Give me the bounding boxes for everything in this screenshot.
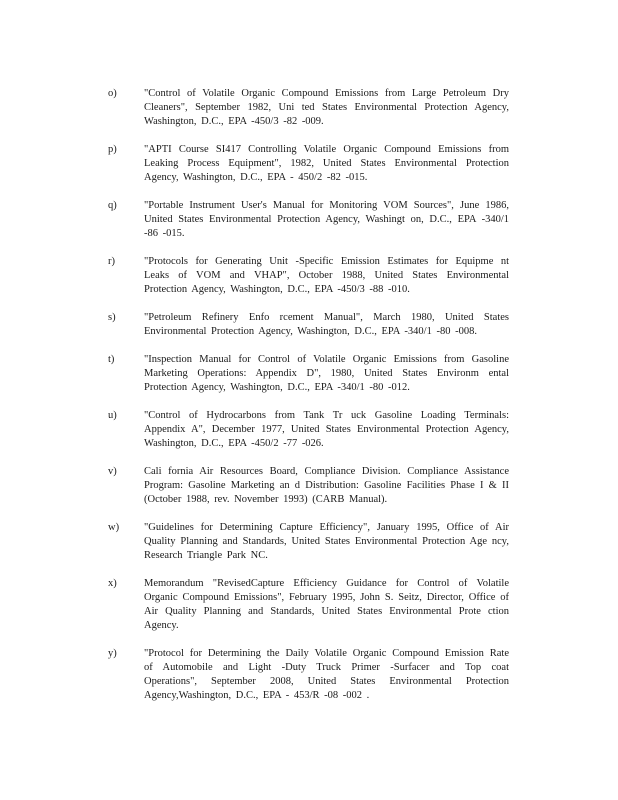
reference-text: "Protocols for Generating Unit -Specific Emission Estimates for Equipme nt Leaks of VOM and VHAP", October 1988, United States Environmental Protection Agency, Washington, D.C., EPA -450/3 -88 -010. [144,256,509,295]
reference-text: "Control of Hydrocarbons from Tank Tr uck Gasoline Loading Terminals: Appendix A", December 1977, United States Environmental Protection Agency, Washington, D.C., EPA -450/2 -77 -026. [144,410,509,449]
reference-label: o) [108,88,117,99]
reference-text: "APTI Course SI417 Controlling Volatile Organic Compound Emissions from Leaking Process Equipment", 1982, United States Environmental Protection Agency, Washington, D.C., EPA - 450/2 -82 -015. [144,144,509,183]
reference-item-s [108,311,518,339]
reference-label: u) [108,410,117,421]
reference-label: r) [108,256,115,267]
reference-text: "Portable Instrument User's Manual for Monitoring VOM Sources", June 1986, United States Environmental Protection Agency, Washingt on, D.C., EPA -340/1 -86 -015. [144,200,509,239]
reference-text: "Protocol for Determining the Daily Volatile Organic Compound Emission Rate of Automobile and Light -Duty Truck Primer -Surfacer and Top coat Operations", September 2008, United States Environmental Protection Agency,Washington, D.C., EPA - 453/R -08 -002 . [144,648,509,701]
reference-text: "Petroleum Refinery Enfo rcement Manual", March 1980, United States Environmental Protection Agency, Washington, D.C., EPA -340/1 -80 -008. [144,312,509,337]
reference-item-v [108,465,518,507]
reference-label: t) [108,354,115,365]
reference-label: x) [108,578,117,589]
reference-text: "Guidelines for Determining Capture Efficiency", January 1995, Office of Air Quality Planning and Standards, United States Environmental Protection Age ncy, Research Triangle Park NC. [144,522,509,561]
reference-item-o [108,87,518,129]
reference-item-x [108,577,518,633]
reference-label: v) [108,466,117,477]
reference-item-p [108,143,518,185]
reference-label: p) [108,144,117,155]
reference-item-u [108,409,518,451]
reference-item-r [108,255,518,297]
reference-text: "Control of Volatile Organic Compound Emissions from Large Petroleum Dry Cleaners", September 1982, Uni ted States Environmental Protection Agency, Washington, D.C., EPA -450/3 -82 -009. [144,88,509,127]
reference-text: Cali fornia Air Resources Board, Compliance Division. Compliance Assistance Program: Gasoline Marketing an d Distribution: Gasoline Facilities Phase I & II (October 1988, rev. November 1993) (CARB Manual). [144,466,509,505]
reference-label: y) [108,648,117,659]
reference-label: q) [108,200,117,211]
reference-list [108,87,518,703]
reference-text: Memorandum "RevisedCapture Efficiency Guidance for Control of Volatile Organic Compound Emissions", February 1995, John S. Seitz, Director, Office of Air Quality Planning and Standards, United States Environmental Prote ction Agency. [144,578,509,631]
reference-label: w) [108,522,120,533]
reference-item-y [108,647,518,703]
reference-item-q [108,199,518,241]
reference-text: "Inspection Manual for Control of Volatile Organic Emissions from Gasoline Marketing Operations: Appendix D", 1980, United States Environm ental Protection Agency, Washington, D.C., EPA -340/1 -80 -012. [144,354,509,393]
reference-item-t [108,353,518,395]
reference-item-w [108,521,518,563]
reference-label: s) [108,312,116,323]
